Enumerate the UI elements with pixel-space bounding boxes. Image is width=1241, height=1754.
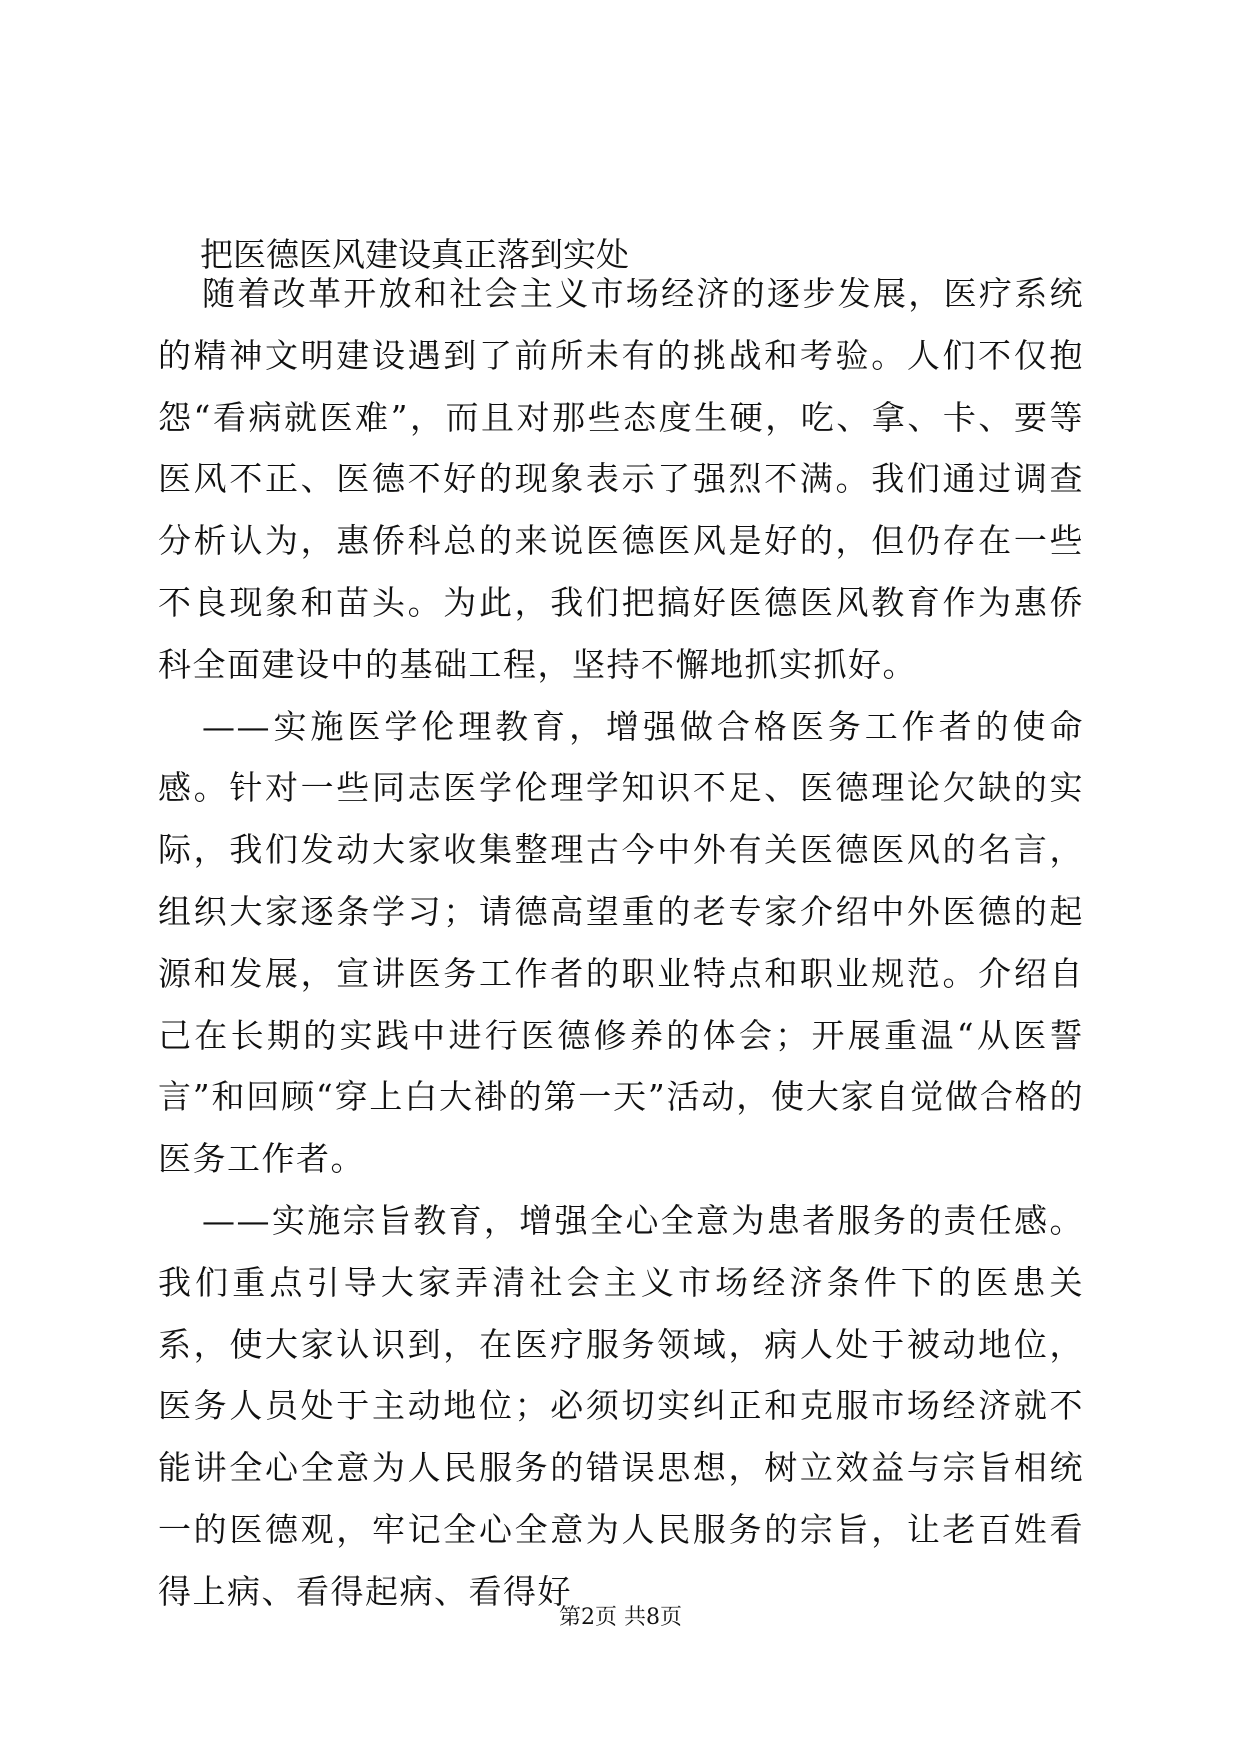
- paragraph-ethics-education: ——实施医学伦理教育，增强做合格医务工作者的使命感。针对一些同志医学伦理学知识不足、医德理论欠缺的实际，我们发动大家收集整理古今中外有关医德医风的名言，组织大家逐条学习；请德高望重的老专家介绍中外医德的起源和发展，宣讲医务工作者的职业特点和职业规范。介绍自己在长期的实践中进行医德修养的体会；开展重温“从医誓言”和回顾“穿上白大褂的第一天”活动，使大家自觉做合格的医务工作者。: [158, 706, 1084, 1179]
- paragraph-purpose-education: ——实施宗旨教育，增强全心全意为患者服务的责任感。我们重点引导大家弄清社会主义市场经济条件下的医患关系，使大家认识到，在医疗服务领域，病人处于被动地位，医务人员处于主动地位；必须切实纠正和克服市场经济就不能讲全心全意为人民服务的错误思想，树立效益与宗旨相统一的医德观，牢记全心全意为人民服务的宗旨，让老百姓看得上病、看得起病、看得好: [158, 1200, 1084, 1611]
- page-number-footer: 第2页 共8页: [559, 1605, 682, 1630]
- document-title: 把医德医风建设真正落到实处: [200, 235, 629, 274]
- paragraph-intro: 随着改革开放和社会主义市场经济的逐步发展，医疗系统的精神文明建设遇到了前所未有的挑战和考验。人们不仅抱怨“看病就医难”，而且对那些态度生硬，吃、拿、卡、要等医风不正、医德不好的现象表示了强烈不满。我们通过调查分析认为，惠侨科总的来说医德医风是好的，但仍存在一些不良现象和苗头。为此，我们把搞好医德医风教育作为惠侨科全面建设中的基础工程，坚持不懈地抓实抓好。: [158, 274, 1084, 684]
- document-body: [158, 263, 1084, 1623]
